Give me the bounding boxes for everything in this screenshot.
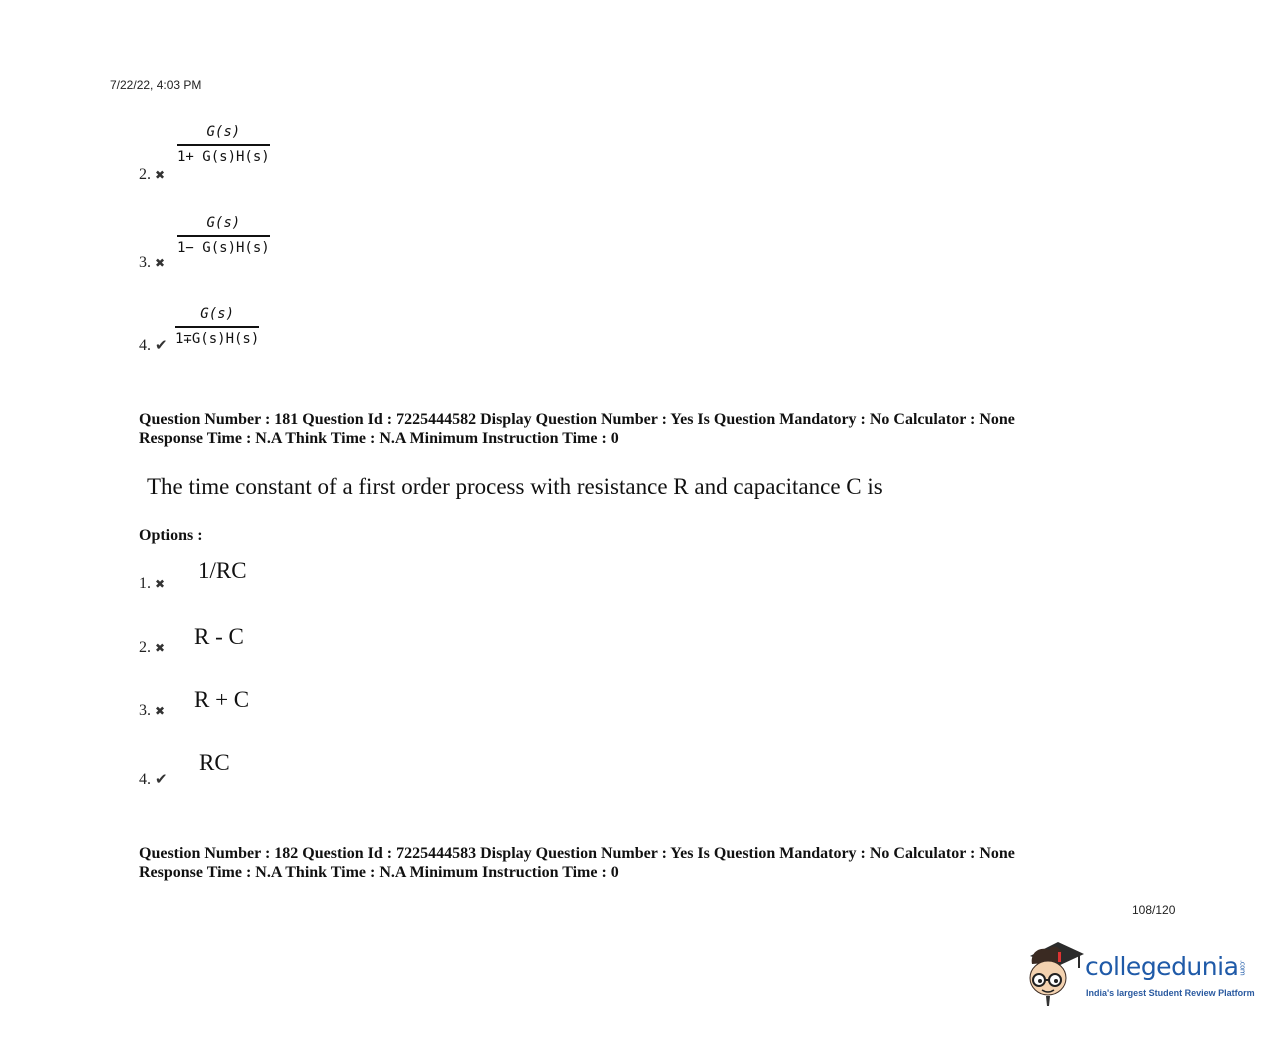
fraction-denominator: 1∓G(s)H(s) — [175, 331, 260, 347]
page-number: 108/120 — [1132, 903, 1176, 917]
question-meta-line-1: Question Number : 181 Question Id : 7225444582 Display Question Number : Yes Is Question Mandatory : No Calculator : None — [139, 411, 1015, 428]
cross-mark-icon: ✖ — [155, 256, 166, 270]
option-number: 2. — [139, 166, 151, 183]
prev-option-4-number-row — [139, 336, 168, 355]
fraction-numerator: G(s) — [206, 215, 241, 231]
option-4-number-row — [139, 770, 168, 789]
question-meta-line-1: Question Number : 182 Question Id : 7225444583 Display Question Number : Yes Is Question Mandatory : No Calculator : None — [139, 845, 1015, 862]
logo-tagline: India's largest Student Review Platform — [1086, 988, 1255, 998]
prev-option-3-fraction — [177, 215, 270, 256]
check-mark-icon: ✔ — [155, 336, 168, 354]
logo-name: collegedunia — [1085, 952, 1239, 981]
check-mark-icon: ✔ — [155, 770, 168, 788]
option-number: 1. — [139, 575, 151, 592]
cross-mark-icon: ✖ — [155, 704, 166, 718]
collegedunia-logo-wordmark — [1085, 952, 1246, 981]
prev-option-2-number-row — [139, 166, 165, 184]
question-181-meta — [139, 410, 1015, 448]
option-number: 4. — [139, 771, 151, 788]
prev-option-2-fraction — [177, 124, 270, 165]
collegedunia-mascot-icon — [1024, 938, 1086, 1010]
option-2-text: R - C — [194, 624, 244, 649]
options-label: Options : — [139, 527, 203, 544]
option-3-text: R + C — [194, 687, 250, 712]
fraction-denominator: 1− G(s)H(s) — [177, 240, 270, 256]
option-4-text: RC — [199, 750, 230, 775]
fraction-denominator: 1+ G(s)H(s) — [177, 149, 270, 165]
option-number: 4. — [139, 337, 151, 354]
option-1-text: 1/RC — [198, 558, 247, 583]
option-3-number-row — [139, 702, 165, 720]
option-2-number-row — [139, 639, 165, 657]
option-number: 3. — [139, 702, 151, 719]
cross-mark-icon: ✖ — [155, 577, 166, 591]
cross-mark-icon: ✖ — [155, 641, 166, 655]
option-number: 3. — [139, 254, 151, 271]
prev-option-3-number-row — [139, 254, 165, 272]
logo-suffix: .com — [1238, 960, 1247, 976]
fraction-numerator: G(s) — [206, 124, 241, 140]
print-timestamp: 7/22/22, 4:03 PM — [110, 78, 202, 92]
option-number: 2. — [139, 639, 151, 656]
prev-option-4-fraction — [175, 306, 259, 347]
question-meta-line-2: Response Time : N.A Think Time : N.A Minimum Instruction Time : 0 — [139, 864, 619, 881]
option-1-number-row — [139, 575, 165, 593]
question-meta-line-2: Response Time : N.A Think Time : N.A Minimum Instruction Time : 0 — [139, 430, 619, 447]
fraction-numerator: G(s) — [200, 306, 234, 322]
question-181-text: The time constant of a first order process with resistance R and capacitance C is — [147, 474, 883, 499]
cross-mark-icon: ✖ — [155, 168, 166, 182]
question-182-meta — [139, 844, 1015, 882]
